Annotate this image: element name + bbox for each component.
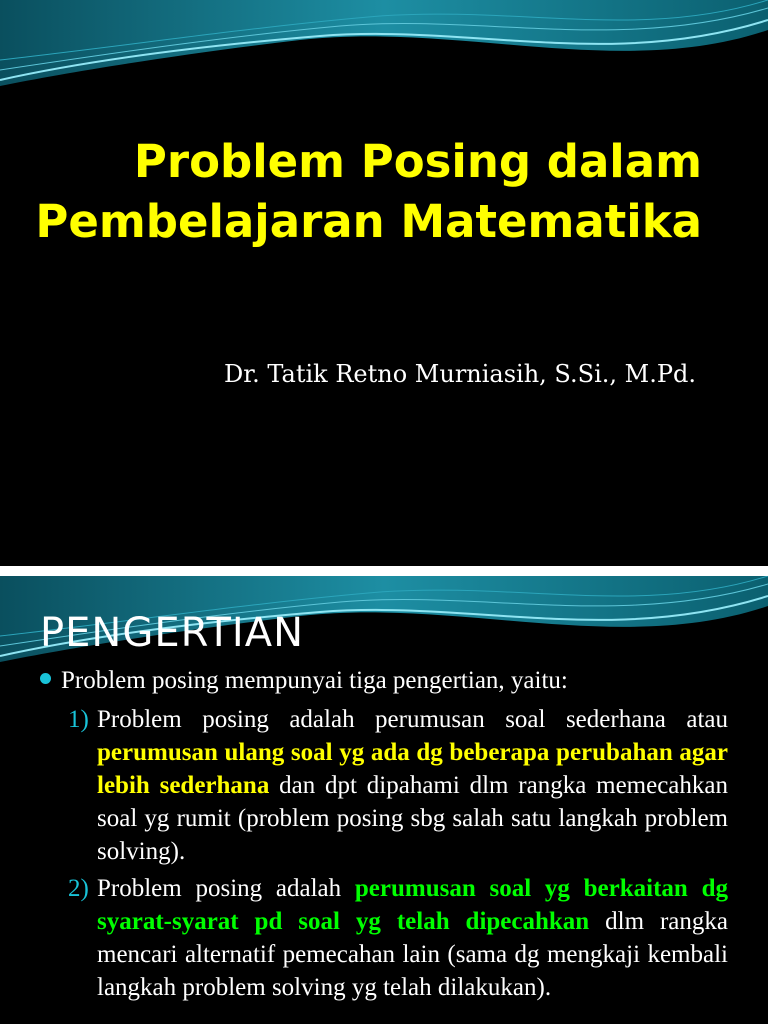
header-wave-graphic (0, 0, 768, 90)
item-text: dlm rangka mencari alternatif pemecahan lain (sama dg mengkaji kembali langkah problem solving yg telah dilakukan). (97, 908, 728, 1001)
item-number: 2) (68, 875, 89, 902)
title-line-1: Problem Posing dalam (133, 135, 702, 188)
item-text: dan dpt dipahami dlm rangka memecahkan soal yg rumit (problem posing sbg salah satu langkah problem solving). (97, 772, 728, 865)
list-item (68, 703, 728, 868)
slide-heading: PENGERTIAN (40, 610, 304, 656)
bullet-icon (40, 673, 51, 684)
title-line-2: Pembelajaran Matematika (35, 195, 702, 248)
item-body (97, 703, 728, 868)
item-number: 1) (68, 706, 89, 733)
list-item (68, 872, 728, 1004)
item-text: Problem posing adalah (97, 875, 355, 902)
slide-title (22, 132, 702, 252)
intro-bullet (40, 664, 740, 697)
intro-text: Problem posing mempunyai tiga pengertian, yaitu: (61, 667, 568, 694)
item-text: Problem posing adalah perumusan soal sederhana atau (97, 706, 728, 733)
highlight-text: perumusan ulang soal yg ada dg beberapa perubahan agar lebih sederhana (97, 739, 728, 799)
content-slide (0, 576, 768, 1024)
author-subtitle: Dr. Tatik Retno Murniasih, S.Si., M.Pd. (224, 360, 696, 388)
item-body (97, 872, 728, 1004)
highlight-text: perumusan soal yg berkaitan dg syarat-syarat pd soal yg telah dipecahkan (97, 875, 728, 935)
